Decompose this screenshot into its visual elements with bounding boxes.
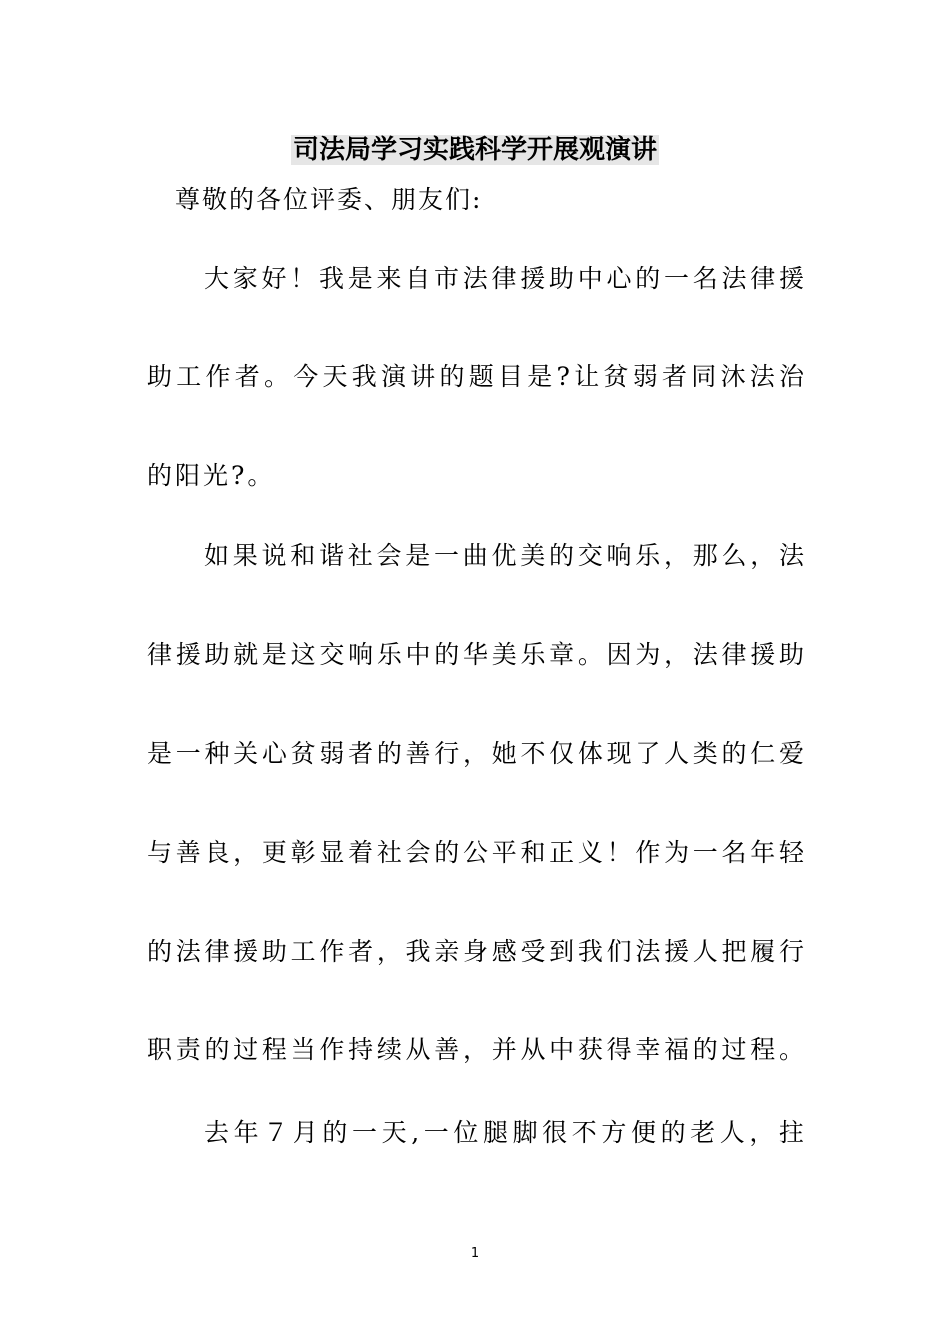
paragraph-line: 职责的过程当作持续从善，并从中获得幸福的过程。 bbox=[147, 1035, 807, 1064]
paragraph-line: 的法律援助工作者，我亲身感受到我们法援人把履行 bbox=[147, 937, 807, 966]
document-title: 司法局学习实践科学开展观演讲 bbox=[292, 135, 657, 165]
paragraph-line: 律援助就是这交响乐中的华美乐章。因为，法律援助 bbox=[147, 640, 807, 669]
paragraph-line: 是一种关心贫弱者的善行，她不仅体现了人类的仁爱 bbox=[147, 739, 807, 768]
paragraph-line: 去年７月的一天,一位腿脚很不方便的老人，拄 bbox=[204, 1118, 807, 1147]
paragraph-line: 如果说和谐社会是一曲优美的交响乐，那么，法 bbox=[204, 541, 807, 570]
paragraph-line: 与善良，更彰显着社会的公平和正义！作为一名年轻 bbox=[147, 838, 807, 867]
page-number: 1 bbox=[470, 1246, 480, 1261]
paragraph-line: 的阳光?。 bbox=[147, 461, 276, 490]
greeting: 尊敬的各位评委、朋友们: bbox=[175, 185, 483, 214]
paragraph-line: 助工作者。今天我演讲的题目是?让贫弱者同沐法治 bbox=[147, 362, 807, 391]
paragraph-line: 大家好！我是来自市法律援助中心的一名法律援 bbox=[204, 264, 807, 293]
